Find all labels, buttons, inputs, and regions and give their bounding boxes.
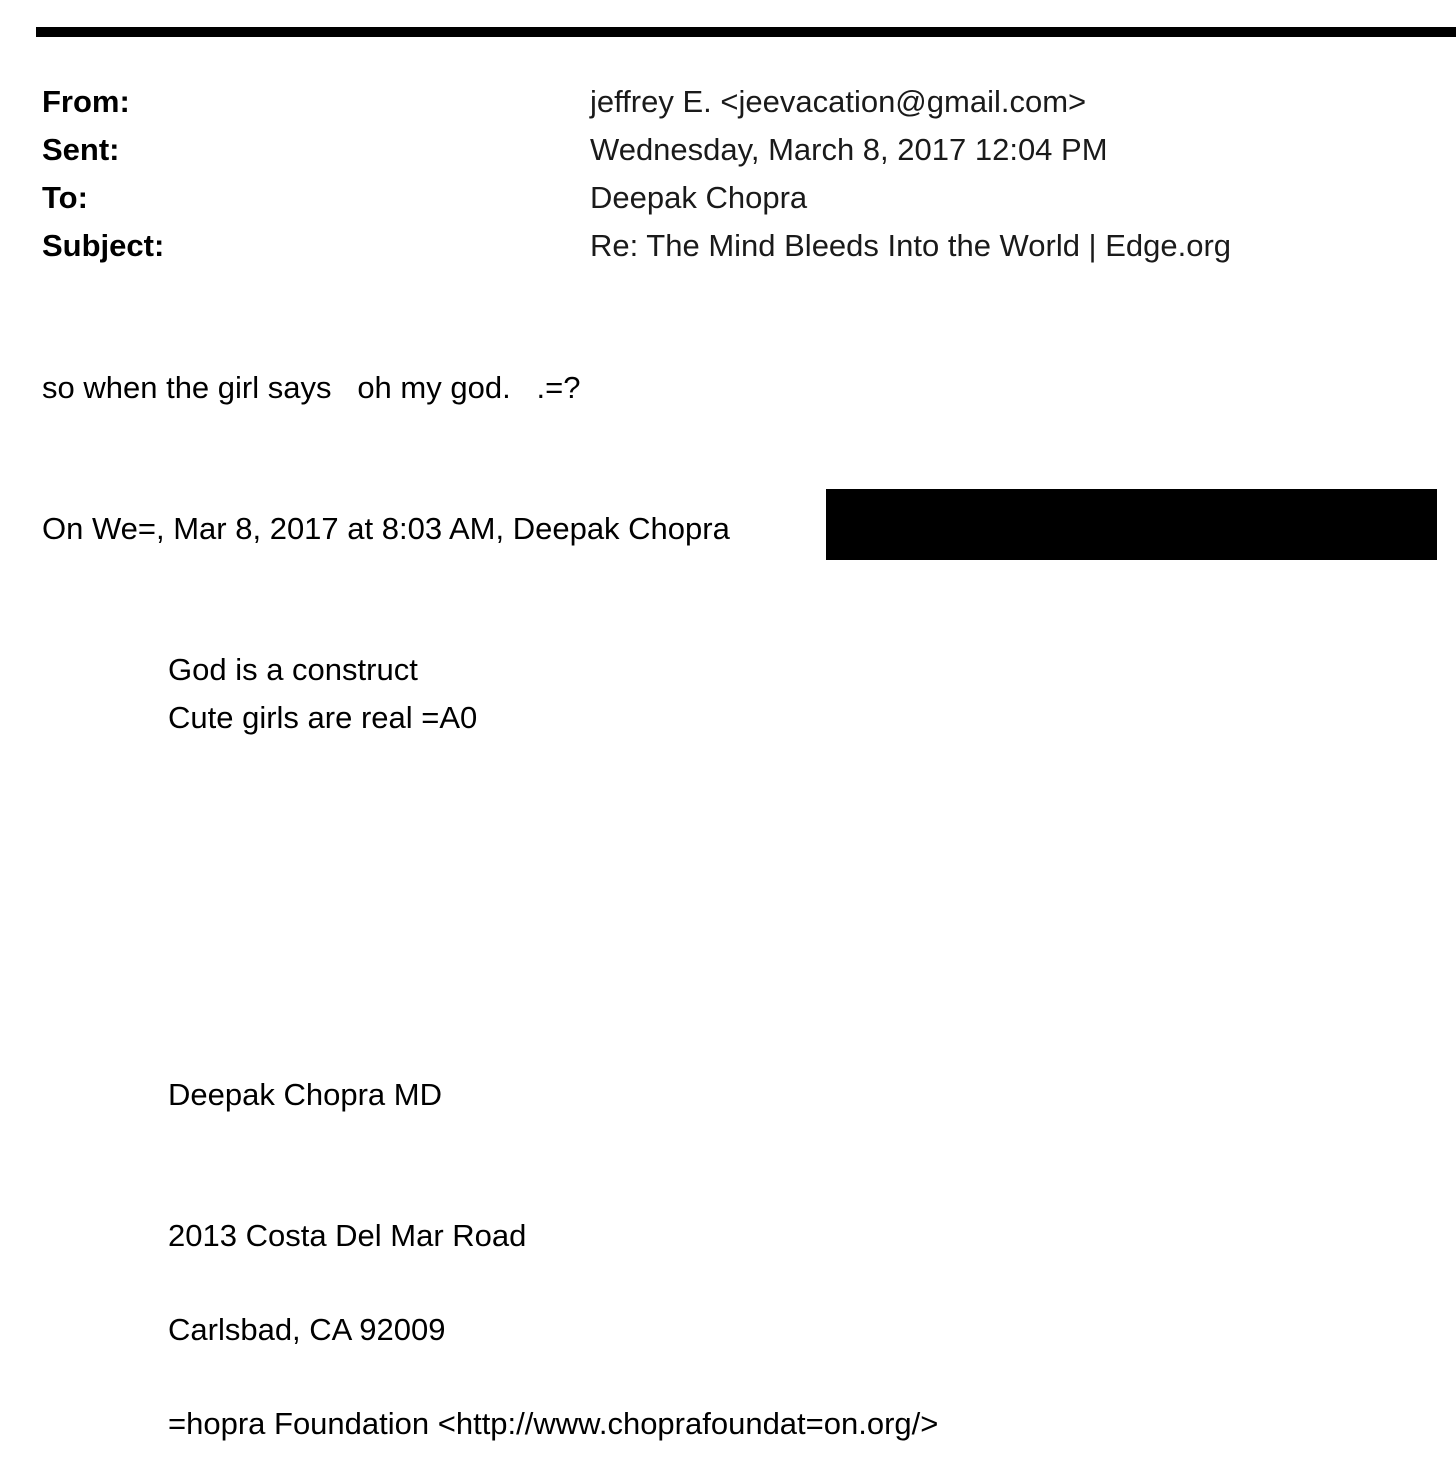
- to-label: To:: [42, 180, 88, 215]
- quote-attribution: On We=, Mar 8, 2017 at 8:03 AM, Deepak Chopra: [42, 511, 730, 546]
- quoted-line-2: Cute girls are real =A0: [168, 700, 478, 735]
- header-row-sent: [0, 126, 1456, 174]
- from-label: From:: [42, 84, 130, 119]
- signature-name: Deepak Chopra MD: [168, 1077, 442, 1112]
- subject-label: Subject:: [42, 228, 165, 263]
- redaction-block: [826, 489, 1437, 560]
- header-row-to: [0, 174, 1456, 222]
- reply-text: so when the girl says oh my god. .=?: [42, 370, 581, 405]
- sent-label: Sent:: [42, 132, 120, 167]
- subject-value: Re: The Mind Bleeds Into the World | Edge.org: [590, 228, 1232, 263]
- address-line-2: Carlsbad, CA 92009: [168, 1312, 446, 1347]
- header-row-subject: [0, 222, 1456, 270]
- address-line-1: 2013 Costa Del Mar Road: [168, 1218, 527, 1253]
- to-value: Deepak Chopra: [590, 180, 808, 215]
- sent-value: Wednesday, March 8, 2017 12:04 PM: [590, 132, 1108, 167]
- top-divider-rule: [36, 27, 1456, 37]
- header-row-from: [0, 78, 1456, 126]
- from-value: jeffrey E. <jeevacation@gmail.com>: [590, 84, 1087, 119]
- quoted-line-1: God is a construct: [168, 652, 418, 687]
- foundation-line: =hopra Foundation <http://www.choprafoundat=on.org/>: [168, 1406, 939, 1441]
